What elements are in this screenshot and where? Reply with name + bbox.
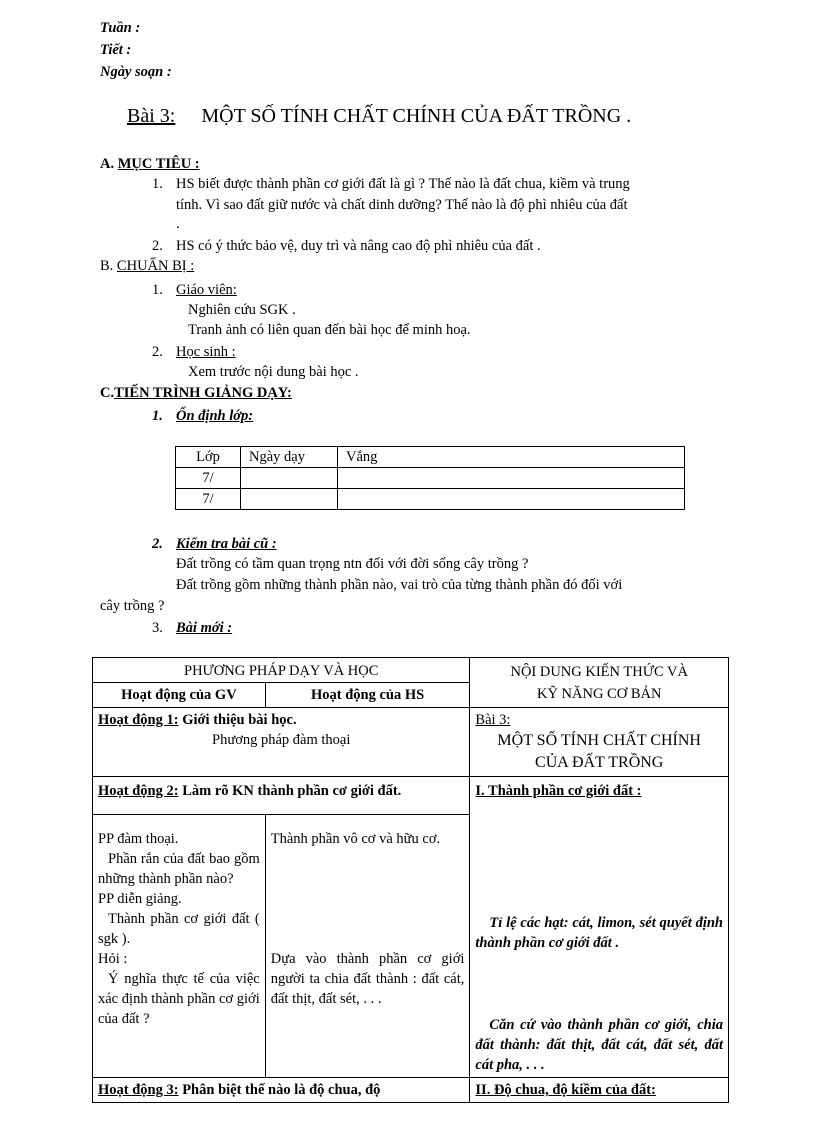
lesson-info xyxy=(470,708,729,777)
part-1-label: I. Thành phần cơ giới đất : xyxy=(475,783,642,799)
step-1-title: Ổn định lớp: xyxy=(176,408,254,424)
hs-line: Thành phần vô cơ và hữu cơ. xyxy=(270,831,441,848)
objective-1-line3: . xyxy=(176,216,180,232)
cell-ngay-day xyxy=(241,489,338,510)
activity-3-label: Hoạt động 3: xyxy=(98,1082,179,1098)
gv-line: Hỏi : xyxy=(98,951,128,968)
student-line-1: Xem trước nội dung bài học . xyxy=(188,364,359,380)
teacher-line-2: Tranh ảnh có liên quan đến bài học để minh hoạ. xyxy=(188,322,471,338)
header-content xyxy=(470,658,729,708)
gv-line: PP diễn giảng. xyxy=(98,891,182,908)
gv-line: Thành phần cơ giới đất ( sgk ). xyxy=(98,911,260,948)
activity-1-label: Hoạt động 1: xyxy=(98,712,179,728)
part-2-label: II. Độ chua, độ kiềm của đất: xyxy=(475,1082,656,1098)
step-3-num: 3. xyxy=(152,620,163,636)
header-tuan: Tuần : xyxy=(100,20,141,36)
step-1-num: 1. xyxy=(152,408,163,424)
header-content-line1: NỘI DUNG KIẾN THỨC VÀ xyxy=(510,664,688,680)
step-2-num: 2. xyxy=(152,536,163,552)
section-c-heading: C.TIẾN TRÌNH GIẢNG DẠY: xyxy=(100,385,292,401)
activity-1-method: Phương pháp đàm thoại xyxy=(212,732,351,748)
content-part-2 xyxy=(470,1078,729,1103)
header-ngay-soan: Ngày soạn : xyxy=(100,64,172,80)
objective-2-line1: HS có ý thức bảo vệ, duy trì và nâng cao độ phì nhiêu của đất . xyxy=(176,238,541,254)
cell-lop: 7/ xyxy=(176,468,241,489)
header-gv: Hoạt động của GV xyxy=(93,683,266,708)
lesson-info-title-2: CỦA ĐẤT TRỒNG xyxy=(535,754,664,771)
activity-2-title: Làm rõ KN thành phần cơ giới đất. xyxy=(178,783,402,799)
header-tiet: Tiết : xyxy=(100,42,132,58)
cell-lop: 7/ xyxy=(176,489,241,510)
section-b-heading: B. CHUẨN BỊ : xyxy=(100,258,195,274)
objective-1-num: 1. xyxy=(152,176,163,192)
col-ngay-day: Ngày dạy xyxy=(241,447,338,468)
question-2: Đất trồng gồm những thành phần nào, vai trò của từng thành phần đó đối với xyxy=(176,577,623,593)
table-row xyxy=(176,489,685,510)
gv-line: PP đàm thoại. xyxy=(98,831,179,848)
header-method: PHƯƠNG PHÁP DẠY VÀ HỌC xyxy=(93,658,470,683)
teacher-num: 1. xyxy=(152,282,163,298)
header-hs: Hoạt động của HS xyxy=(265,683,470,708)
activity-2-label: Hoạt động 2: xyxy=(98,783,179,799)
gv-line: Phần rắn của đất bao gồm những thành phần nào? xyxy=(98,851,260,888)
student-label: Học sinh : xyxy=(176,344,236,360)
content-ratio: Tỉ lệ các hạt: cát, limon, sét quyết định thành phần cơ giới đất . xyxy=(475,915,723,951)
lesson-table xyxy=(92,657,729,1103)
gv-activities xyxy=(93,815,266,1078)
teacher-line-1: Nghiên cứu SGK . xyxy=(188,302,296,318)
lesson-name: MỘT SỐ TÍNH CHẤT CHÍNH CỦA ĐẤT TRỒNG . xyxy=(201,105,632,127)
question-1: Đất trồng có tầm quan trọng ntn đối với đời sống cây trồng ? xyxy=(176,556,529,572)
lesson-info-title-1: MỘT SỐ TÍNH CHẤT CHÍNH xyxy=(497,732,701,749)
cell-vang xyxy=(338,468,685,489)
class-table-header xyxy=(176,447,685,468)
lesson-info-label: Bài 3: xyxy=(475,712,511,728)
objective-2-num: 2. xyxy=(152,238,163,254)
lesson-number: Bài 3: xyxy=(127,105,176,127)
class-table xyxy=(175,446,685,510)
hs-line: Dựa vào thành phần cơ giới người ta chia đất thành : đất cát, đất thịt, đất sét, . . . xyxy=(270,951,465,1008)
content-classification: Căn cứ vào thành phần cơ giới, chia đất thành: đất thịt, đất cát, đất sét, đất cát pha, . . . xyxy=(475,1017,723,1073)
activity-3-title: Phân biệt thế nào là độ chua, độ xyxy=(178,1082,381,1098)
step-3-title: Bài mới : xyxy=(176,620,233,636)
activity-1-title: Giới thiệu bài học. xyxy=(178,712,297,728)
table-row xyxy=(176,468,685,489)
page-title xyxy=(127,105,631,128)
content-part-1 xyxy=(470,777,729,1078)
cell-vang xyxy=(338,489,685,510)
step-2-title: Kiểm tra bài cũ : xyxy=(176,536,277,552)
objective-1-line2: tính. Vì sao đất giữ nước và chất dinh dưỡng? Thế nào là độ phì nhiêu của đất xyxy=(176,197,628,213)
activity-1 xyxy=(93,708,470,777)
student-num: 2. xyxy=(152,344,163,360)
hs-activities xyxy=(265,815,470,1078)
objective-1-line1: HS biết được thành phần cơ giới đất là gì ? Thế nào là đất chua, kiềm và trung xyxy=(176,176,630,192)
teacher-label: Giáo viên: xyxy=(176,282,237,298)
activity-3 xyxy=(93,1078,470,1103)
question-2-cont: cây trồng ? xyxy=(100,598,165,614)
header-content-line2: KỸ NĂNG CƠ BẢN xyxy=(536,686,662,702)
activity-2 xyxy=(93,777,470,815)
cell-ngay-day xyxy=(241,468,338,489)
section-a-heading: A. MỤC TIÊU : xyxy=(100,156,200,172)
col-vang: Vắng xyxy=(338,447,685,468)
col-lop: Lớp xyxy=(176,447,241,468)
gv-line: Ý nghĩa thực tế của việc xác định thành phần cơ giới của đất ? xyxy=(98,971,260,1028)
